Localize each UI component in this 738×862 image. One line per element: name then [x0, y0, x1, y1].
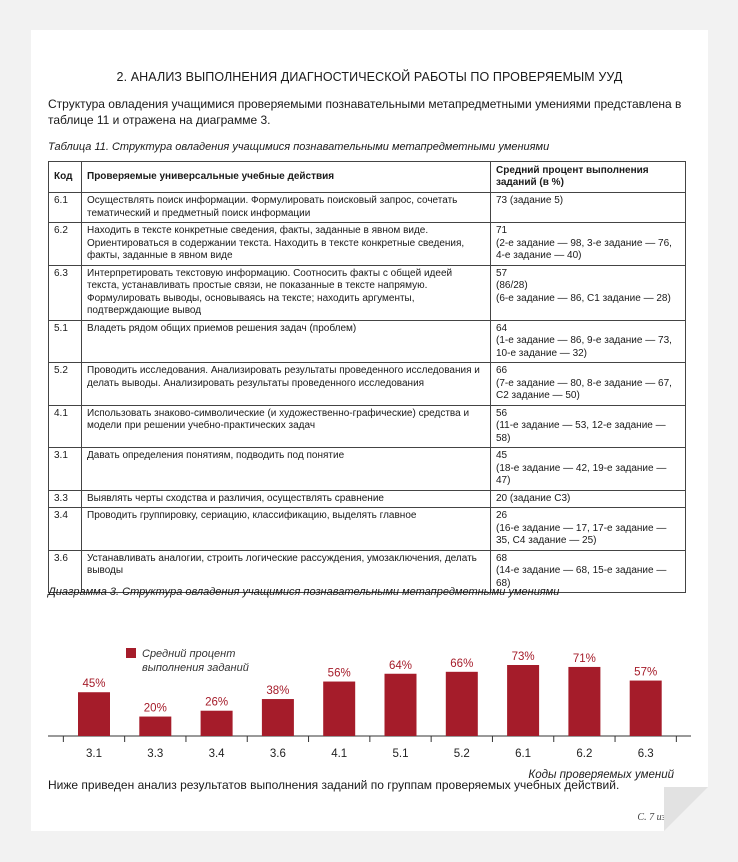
- bar-value-label: 38%: [266, 685, 290, 698]
- table-row: [49, 265, 686, 320]
- bar-value-label: 57%: [634, 666, 658, 679]
- bar-value-label: 26%: [205, 696, 229, 709]
- table-row: [49, 448, 686, 491]
- row-action: Проводить группировку, сериацию, классификацию, выделять главное: [82, 508, 491, 551]
- chart-caption: Диаграмма 3. Структура овладения учащимися познавательными метапредметными умениями: [48, 586, 560, 598]
- table-caption: Таблица 11. Структура овладения учащимися познавательными метапредметными умениями: [48, 141, 550, 153]
- section-title: 2. АНАЛИЗ ВЫПОЛНЕНИЯ ДИАГНОСТИЧЕСКОЙ РАБОТЫ ПО ПРОВЕРЯЕМЫМ УУД: [116, 70, 623, 84]
- page-number: С. 7 из 19: [637, 812, 678, 823]
- bar: [385, 674, 417, 736]
- row-action: Осуществлять поиск информации. Формулировать поисковый запрос, сочетать тематический и предметный поиск информации: [82, 193, 491, 223]
- bar-value-label: 73%: [511, 651, 535, 663]
- row-action: Владеть рядом общих приемов решения задач (проблем): [82, 320, 491, 363]
- bar: [262, 699, 294, 736]
- row-action: Использовать знаково-символические (и художественно-графические) средства и модели при решении учебно-практических задач: [82, 405, 491, 448]
- row-percent: 45 (18-е задание — 42, 19-е задание — 47): [491, 448, 686, 491]
- skills-table: [48, 161, 686, 593]
- header-action: Проверяемые универсальные учебные действия: [82, 162, 491, 193]
- row-code: 3.4: [49, 508, 82, 551]
- x-tick-label: 3.6: [269, 748, 286, 760]
- bar-chart: [31, 600, 708, 781]
- table-row: [49, 490, 686, 508]
- x-tick-label: 3.1: [86, 748, 102, 760]
- row-code: 6.1: [49, 193, 82, 223]
- row-percent: 68 (14-е задание — 68, 15-е задание — 68): [491, 550, 686, 593]
- bar-value-label: 64%: [388, 659, 413, 672]
- row-code: 5.2: [49, 363, 82, 406]
- row-percent: 64 (1-е задание — 86, 9-е задание — 73, 10-е задание — 32): [491, 320, 686, 363]
- x-tick-label: 6.3: [637, 748, 654, 760]
- bar: [568, 667, 600, 736]
- row-percent: 57 (86/28) (6-е задание — 86, С1 задание — 28): [491, 265, 686, 320]
- legend-label: выполнения заданий: [142, 662, 249, 674]
- bar: [139, 717, 171, 736]
- outro-paragraph: Ниже приведен анализ результатов выполнения заданий по группам проверяемых учебных действий.: [48, 778, 620, 792]
- row-code: 6.3: [49, 265, 82, 320]
- row-action: Давать определения понятиям, подводить под понятие: [82, 448, 491, 491]
- bar: [201, 711, 233, 736]
- table-row: [49, 320, 686, 363]
- bar: [78, 692, 110, 736]
- bar-value-label: 45%: [82, 678, 106, 691]
- table-header-row: [49, 162, 686, 193]
- row-action: Находить в тексте конкретные сведения, факты, заданные в явном виде. Ориентироваться в содержании текста. Находить в тексте конкретные сведения, факты, заданные в явном виде: [82, 223, 491, 266]
- row-percent: 71 (2-е задание — 98, 3-е задание — 76, 4-е задание — 40): [491, 223, 686, 266]
- intro-paragraph: Структура овладения учащимися проверяемыми познавательными метапредметными умениями представлена в таблице 11 и отражена на диаграмме 3.: [48, 97, 682, 127]
- table-row: [49, 405, 686, 448]
- row-code: 3.6: [49, 550, 82, 593]
- row-action: Проводить исследования. Анализировать результаты проведенного исследования и делать выводы. Анализировать результаты проведенного исследования: [82, 363, 491, 406]
- x-tick-label: 3.3: [147, 748, 164, 760]
- row-action: Интерпретировать текстовую информацию. Соотносить факты с общей идеей текста, устанавливать простые связи, не показанные в тексте напрямую. Формулировать выводы, основываясь на тексте; находить аргументы, подтверждающие вывод: [82, 265, 491, 320]
- table-row: [49, 223, 686, 266]
- table-row: [49, 508, 686, 551]
- row-percent: 56 (11-е задание — 53, 12-е задание — 58): [491, 405, 686, 448]
- x-tick-label: 4.1: [331, 748, 348, 760]
- legend-swatch: [126, 648, 136, 658]
- row-code: 6.2: [49, 223, 82, 266]
- bar-value-label: 20%: [143, 702, 167, 715]
- x-axis-title: Коды проверяемых умений: [528, 769, 674, 781]
- header-percent: Средний процент выполнения заданий (в %): [491, 162, 686, 193]
- row-percent: 66 (7-е задание — 80, 8-е задание — 67, С2 задание — 50): [491, 363, 686, 406]
- table-row: [49, 193, 686, 223]
- row-code: 3.3: [49, 490, 82, 508]
- row-code: 5.1: [49, 320, 82, 363]
- row-percent: 20 (задание С3): [491, 490, 686, 508]
- x-tick-label: 6.2: [576, 748, 593, 760]
- row-percent: 26 (16-е задание — 17, 17-е задание — 35, С4 задание — 25): [491, 508, 686, 551]
- row-action: Выявлять черты сходства и различия, осуществлять сравнение: [82, 490, 491, 508]
- document-page: [31, 30, 708, 831]
- bar: [446, 672, 478, 736]
- bar-value-label: 56%: [327, 667, 351, 680]
- row-percent: 73 (задание 5): [491, 193, 686, 223]
- x-tick-label: 3.4: [208, 748, 225, 760]
- legend-label: Средний процент: [142, 648, 236, 660]
- x-tick-label: 5.1: [392, 748, 409, 760]
- x-tick-label: 6.1: [515, 748, 532, 760]
- row-action: Устанавливать аналогии, строить логические рассуждения, умозаключения, делать выводы: [82, 550, 491, 593]
- table-row: [49, 363, 686, 406]
- x-tick-label: 5.2: [453, 748, 470, 760]
- bar: [630, 681, 662, 736]
- page-fold-corner: [664, 787, 708, 831]
- row-code: 4.1: [49, 405, 82, 448]
- bar: [507, 665, 539, 736]
- row-code: 3.1: [49, 448, 82, 491]
- bar-value-label: 71%: [572, 652, 596, 665]
- bar-value-label: 66%: [450, 657, 474, 670]
- header-code: Код: [49, 162, 82, 193]
- bar: [323, 682, 355, 736]
